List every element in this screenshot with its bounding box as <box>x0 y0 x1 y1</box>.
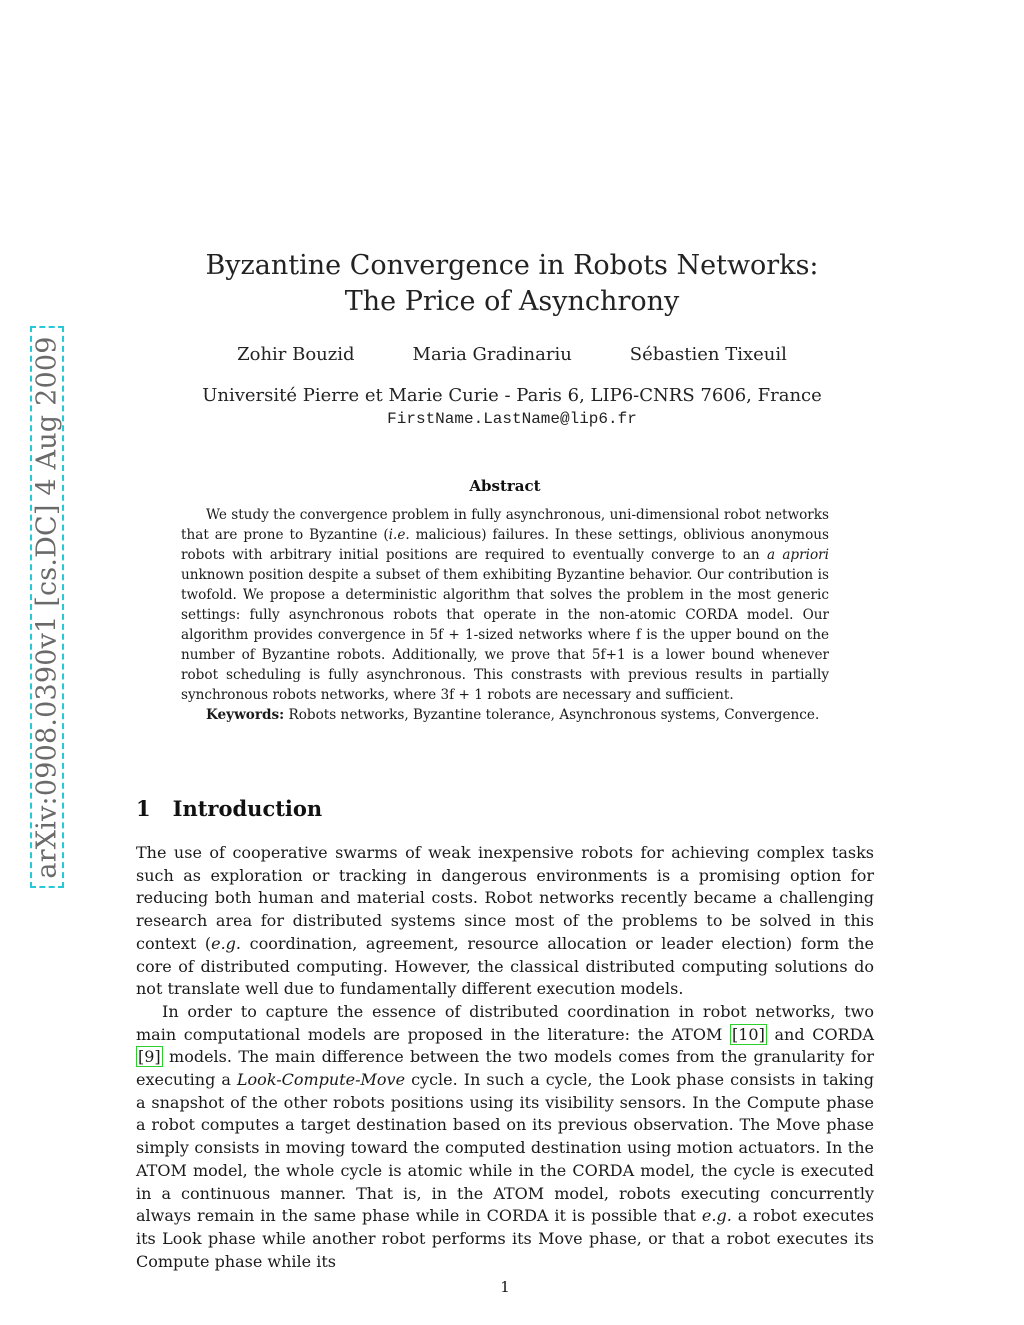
intro-body <box>136 842 874 1273</box>
affiliation: Université Pierre et Marie Curie - Paris 6, LIP6-CNRS 7606, France <box>202 385 822 406</box>
author: Zohir Bouzid <box>237 344 355 365</box>
abstract <box>181 505 829 725</box>
email: FirstName.LastName@lip6.fr <box>387 410 637 428</box>
author: Maria Gradinariu <box>412 344 572 365</box>
keywords-label: Keywords: <box>206 707 285 723</box>
title-line-1: Byzantine Convergence in Robots Networks: <box>205 250 819 281</box>
keywords: Keywords: Robots networks, Byzantine tolerance, Asynchronous systems, Convergence. <box>206 707 820 723</box>
paragraph: The use of cooperative swarms of weak inexpensive robots for achieving complex tasks such as exploration or tracking in dangerous environments is a promising option for reducing both human and material costs. Robot networks recently became a challenging research area for distributed systems since most of the problems to be solved in this context (e.g. coordination, agreement, resource allocation or leader election) form the core of distributed computing. However, the classical distributed computing solutions do not translate well due to fundamentally different execution models. <box>136 843 874 999</box>
author: Sébastien Tixeuil <box>629 344 787 365</box>
paragraph: In order to capture the essence of distributed coordination in robot networks, two main computational models are proposed in the literature: the ATOM [10] and CORDA [9] models. The main difference between the two models comes from the granularity for executing a Look-Compute-Move cycle. In such a cycle, the Look phase consists in taking a snapshot of the other robots positions using its visibility sensors. In the Compute phase a robot computes a target destination based on its previous observation. The Move phase simply consists in moving toward the computed destination using motion actuators. In the ATOM model, the whole cycle is atomic while in the CORDA model, the cycle is executed in a continuous manner. That is, in the ATOM model, robots executing concurrently always remain in the same phase while in CORDA it is possible that e.g. a robot executes its Look phase while another robot performs its Move phase, or that a robot executes its Compute phase while its <box>136 1001 875 1271</box>
page-number: 1 <box>500 1278 510 1296</box>
section-heading <box>136 796 322 821</box>
arxiv-id: arXiv:0908.0390v1 [cs.DC] 4 Aug 2009 <box>31 335 63 879</box>
abstract-paragraph: We study the convergence problem in fully asynchronous, uni-dimensional robot networks that are prone to Byzantine (i.e. malicious) failures. In these settings, oblivious anonymous robots with arbitrary initial positions are required to eventually converge to an a apriori unknown position despite a subset of them exhibiting Byzantine behavior. Our contribution is twofold. We propose a deterministic algorithm that solves the problem in the most generic settings: fully asynchronous robots that operate in the non-atomic CORDA model. Our algorithm provides convergence in 5f + 1-sized networks where f is the upper bound on the number of Byzantine robots. Additionally, we prove that 5f+1 is a lower bound whenever robot scheduling is fully asynchronous. This constrasts with previous results in partially synchronous robots networks, where 3f + 1 robots are necessary and sufficient. <box>181 507 829 703</box>
title-line-2: The Price of Asynchrony <box>344 286 680 317</box>
citation-link[interactable]: [9] <box>138 1047 161 1067</box>
abstract-heading: Abstract <box>469 477 541 495</box>
section-number: 1 <box>136 796 151 821</box>
paper-title <box>0 248 1024 320</box>
author-list <box>0 344 1024 365</box>
citation-link[interactable]: [10] <box>732 1024 765 1044</box>
section-title: Introduction <box>172 796 323 821</box>
